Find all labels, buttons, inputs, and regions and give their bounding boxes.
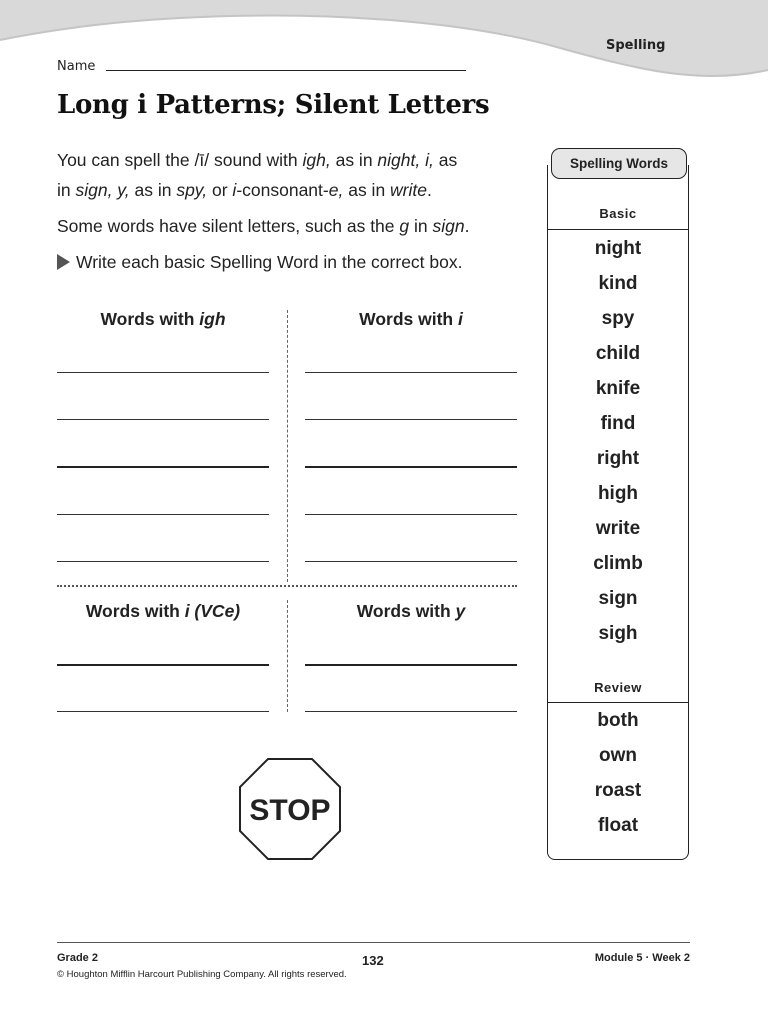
basic-word: high <box>597 483 639 504</box>
review-word: roast <box>594 780 642 801</box>
basic-word: write <box>595 518 641 539</box>
answer-line-igh-2[interactable] <box>57 419 269 420</box>
answer-line-igh-3[interactable] <box>57 466 269 468</box>
instruction-paragraph-1: You can spell the /ī/ sound with igh, as in night, i, as in sign, y, as in spy, or i-consonant-e, as in write. <box>57 150 458 200</box>
page-title: Long i Patterns; Silent Letters <box>57 90 490 120</box>
column-divider-bottom <box>287 600 288 712</box>
stop-sign-label: STOP <box>249 794 331 827</box>
basic-word: spy <box>601 308 635 329</box>
basic-word: kind <box>598 273 638 294</box>
stop-sign-icon <box>238 757 342 861</box>
page-number: 132 <box>362 953 384 968</box>
review-word: both <box>597 710 639 731</box>
answer-line-i-3[interactable] <box>305 466 517 468</box>
instruction-paragraph-3: Write each basic Spelling Word in the correct box. <box>57 247 527 277</box>
review-word: own <box>599 745 637 766</box>
answer-line-igh-4[interactable] <box>57 514 269 515</box>
heading-words-with-i: Words with i <box>359 309 463 329</box>
name-field-line[interactable] <box>106 70 466 71</box>
row-divider <box>57 585 517 587</box>
answer-line-i-2[interactable] <box>305 419 517 420</box>
footer-module: Module 5 · Week 2 <box>594 952 690 964</box>
answer-line-i-5[interactable] <box>305 561 517 562</box>
answer-line-y-1[interactable] <box>305 664 517 666</box>
review-word-list <box>547 703 689 843</box>
basic-word: sigh <box>598 623 638 644</box>
basic-word: right <box>596 448 640 469</box>
basic-word: child <box>595 343 641 364</box>
basic-word: sign <box>598 588 638 609</box>
answer-line-i-1[interactable] <box>305 372 517 373</box>
basic-word-list <box>547 231 689 651</box>
answer-line-igh-5[interactable] <box>57 561 269 562</box>
basic-word: knife <box>595 378 641 399</box>
play-triangle-icon <box>57 254 70 270</box>
heading-words-with-igh: Words with igh <box>100 309 226 329</box>
basic-section-label: Basic <box>599 206 637 221</box>
footer-grade: Grade 2 <box>57 952 98 964</box>
instruction-paragraph-2: Some words have silent letters, such as the g in sign. <box>57 216 470 236</box>
basic-word: find <box>600 413 636 434</box>
basic-word: night <box>594 238 642 259</box>
footer-rule <box>57 942 690 943</box>
basic-section-rule <box>547 229 689 230</box>
heading-words-with-i-vce: Words with i (VCe) <box>85 601 241 621</box>
column-divider-top <box>287 310 288 582</box>
answer-line-i-4[interactable] <box>305 514 517 515</box>
heading-words-with-y: Words with y <box>356 601 466 621</box>
answer-line-vce-1[interactable] <box>57 664 269 666</box>
section-tag: Spelling <box>606 38 666 53</box>
answer-line-y-2[interactable] <box>305 711 517 712</box>
spelling-words-tab: Spelling Words <box>551 148 687 179</box>
basic-word: climb <box>593 553 643 574</box>
footer-copyright: © Houghton Mifflin Harcourt Publishing Company. All rights reserved. <box>57 969 347 980</box>
review-section-label: Review <box>594 680 642 695</box>
name-label: Name <box>57 59 96 74</box>
instructions <box>57 145 527 283</box>
answer-line-vce-2[interactable] <box>57 711 269 712</box>
review-word: float <box>597 815 639 836</box>
answer-line-igh-1[interactable] <box>57 372 269 373</box>
